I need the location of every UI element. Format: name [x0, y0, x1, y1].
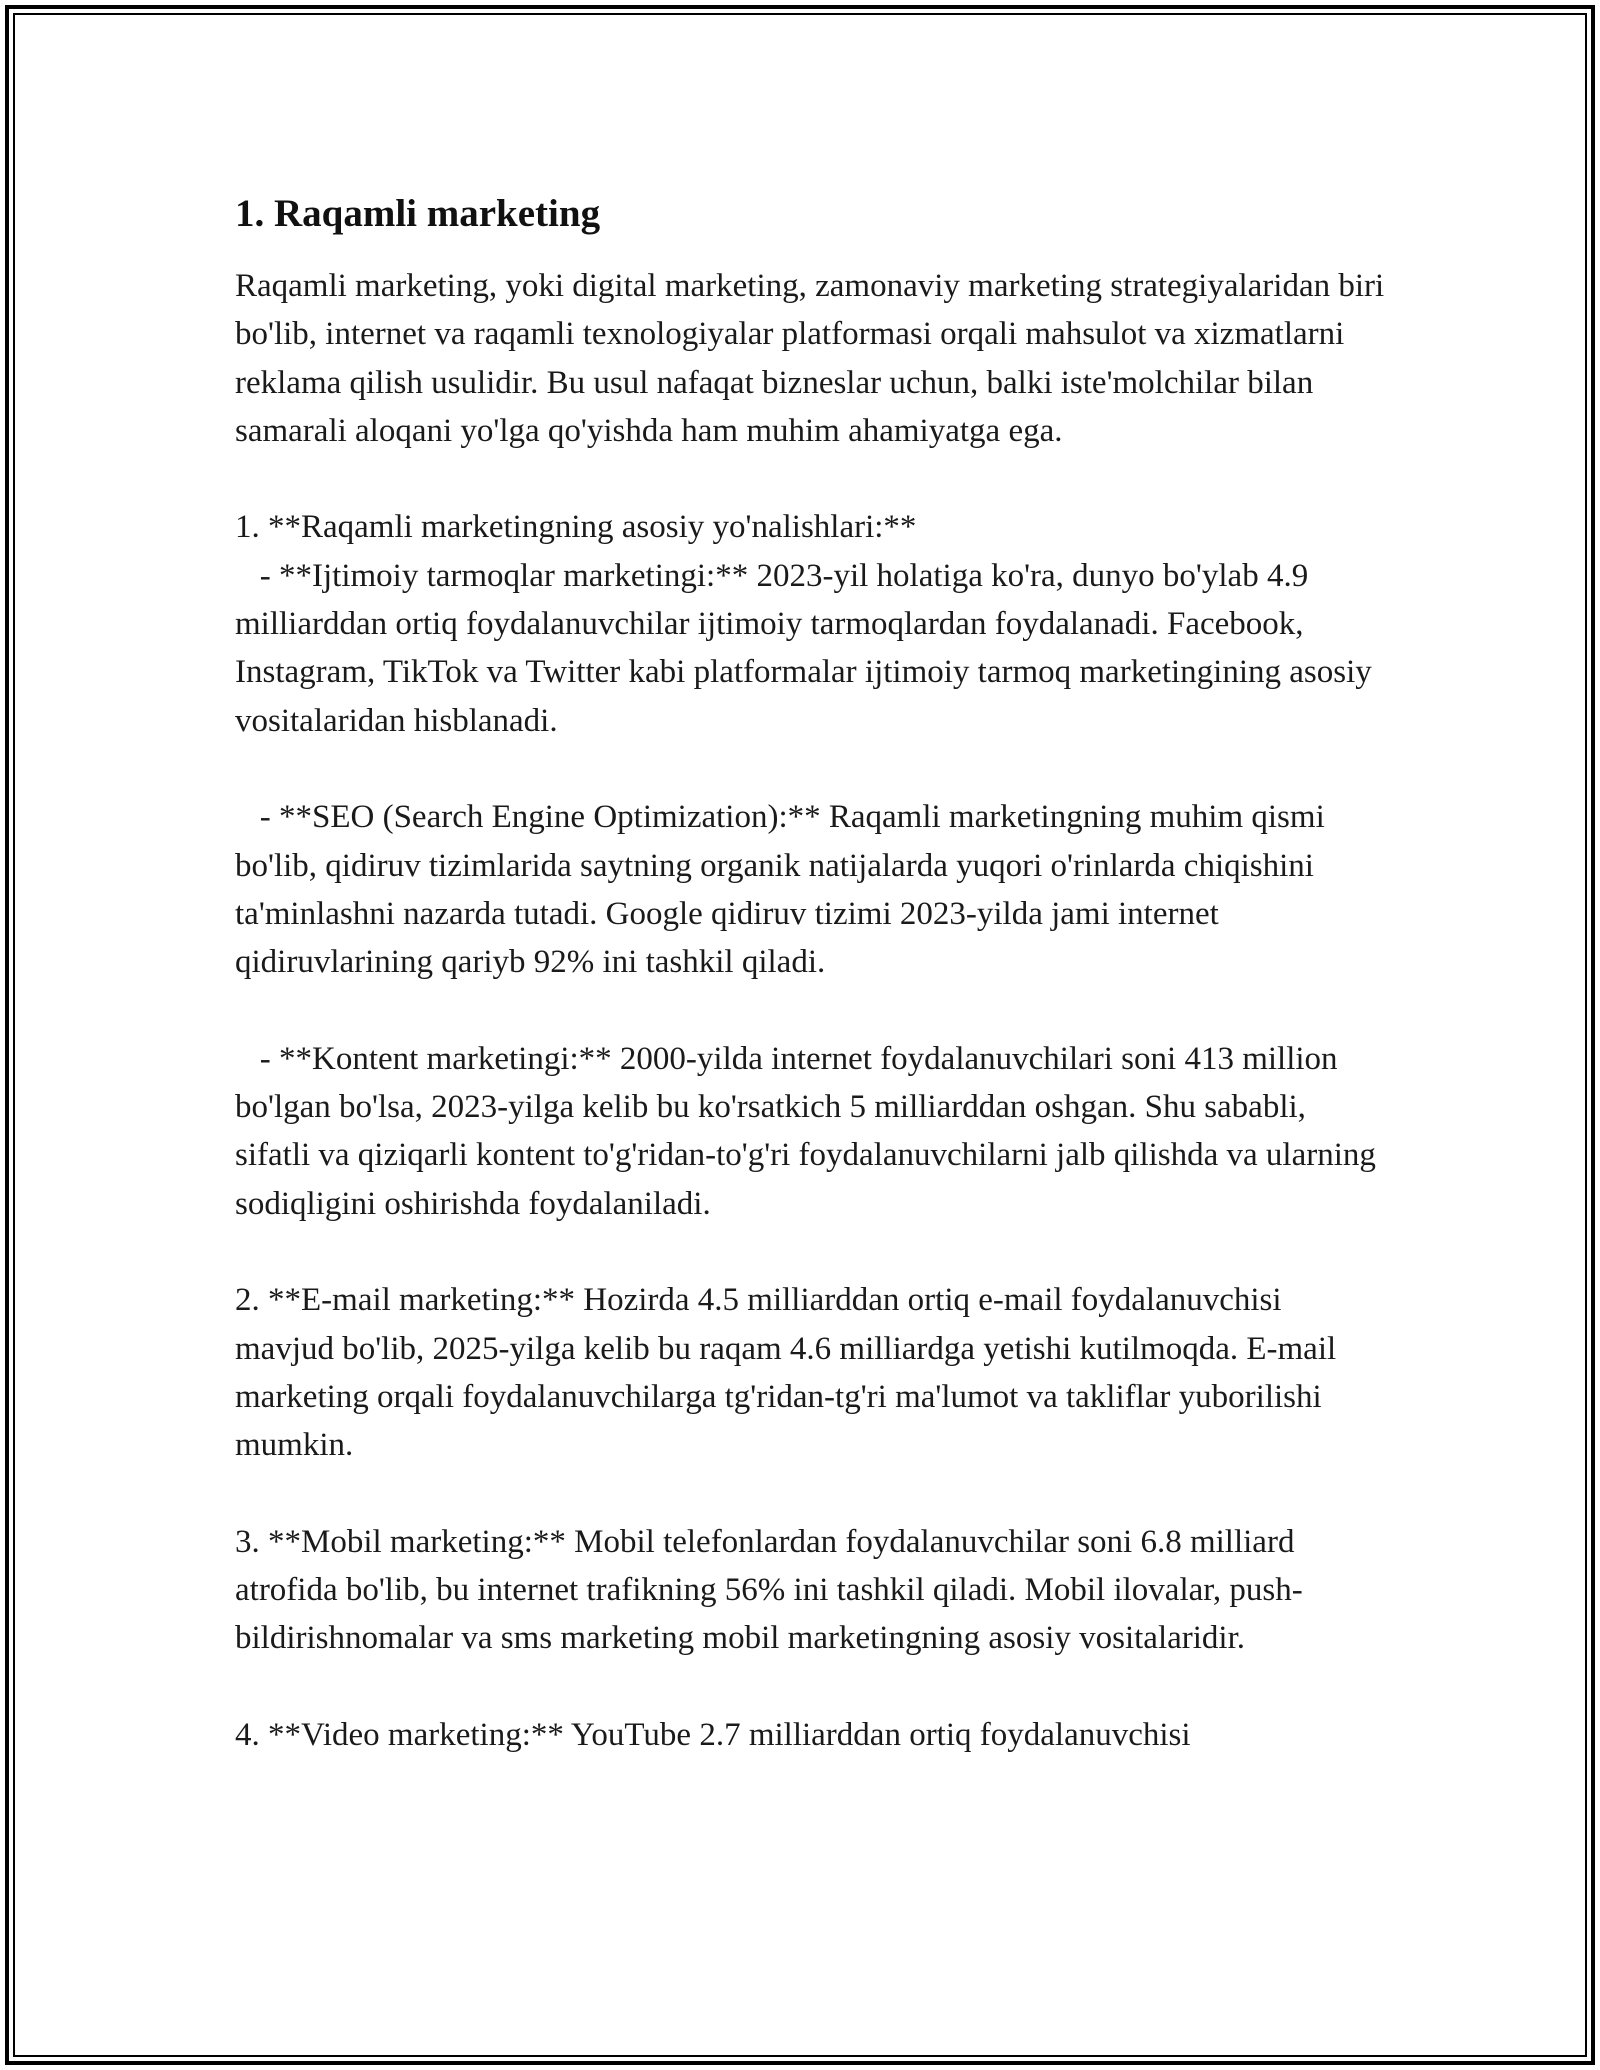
sub-item-content-marketing: - **Kontent marketingi:** 2000-yilda internet foydalanuvchilari soni 413 million bo'lgan bo'lsa, 2023-yilga kelib bu ko'rsatkich 5 milliarddan oshgan. Shu sababli, sifatli va qiziqarli kontent to'g'ridan-to'g'ri foydalanuvchilarni jalb qilishda va ularning sodiqligini oshirishda foydalaniladi.: [235, 1040, 1385, 1222]
list-item-mobile-marketing: 3. **Mobil marketing:** Mobil telefonlardan foydalanuvchilar soni 6.8 milliard atrofida bo'lib, bu internet trafikning 56% ini tashkil qiladi. Mobil ilovalar, push-bildirishnomalar va sms marketing mobil marketingning asosiy vositalaridir.: [235, 1523, 1303, 1657]
list-item-email-marketing: 2. **E-mail marketing:** Hozirda 4.5 milliarddan ortiq e-mail foydalanuvchisi mavjud bo'lib, 2025-yilga kelib bu raqam 4.6 milliardga yetishi kutilmoqda. E-mail marketing orqali foydalanuvchilarga tg'ridan-tg'ri ma'lumot va takliflar yuborilishi mumkin.: [235, 1282, 1345, 1464]
section-heading: 1. Raqamli marketing: [235, 192, 601, 235]
document-body: [235, 186, 1393, 1759]
sub-item-social-media: - **Ijtimoiy tarmoqlar marketingi:** 2023-yil holatiga ko'ra, dunyo bo'ylab 4.9 milliarddan ortiq foydalanuvchilar ijtimoiy tarmoqlardan foydalanadi. Facebook, Instagram, TikTok va Twitter kabi platformalar ijtimoiy tarmoq marketingining asosiy vositalaridan hisblanadi.: [235, 557, 1381, 739]
intro-paragraph: Raqamli marketing, yoki digital marketing, zamonaviy marketing strategiyalaridan biri bo'lib, internet va raqamli texnologiyalar platformasi orqali mahsulot va xizmatlarni reklama qilish usulidir. Bu usul nafaqat bizneslar uchun, balki iste'molchilar bilan samarali aloqani yo'lga qo'yishda ham muhim ahamiyatga ega.: [235, 268, 1393, 449]
list-item-video-marketing: 4. **Video marketing:** YouTube 2.7 milliarddan ortiq foydalanuvchisi: [235, 1716, 1191, 1753]
sub-item-seo: - **SEO (Search Engine Optimization):** Raqamli marketingning muhim qismi bo'lib, qidiruv tizimlarida saytning organik natijalarda yuqori o'rinlarda chiqishini ta'minlashni nazarda tutadi. Google qidiruv tizimi 2023-yilda jami internet qidiruvlarining qariyb 92% ini tashkil qiladi.: [235, 799, 1333, 981]
list-item-main-directions: 1. **Raqamli marketingning asosiy yo'nalishlari:**: [235, 509, 917, 546]
